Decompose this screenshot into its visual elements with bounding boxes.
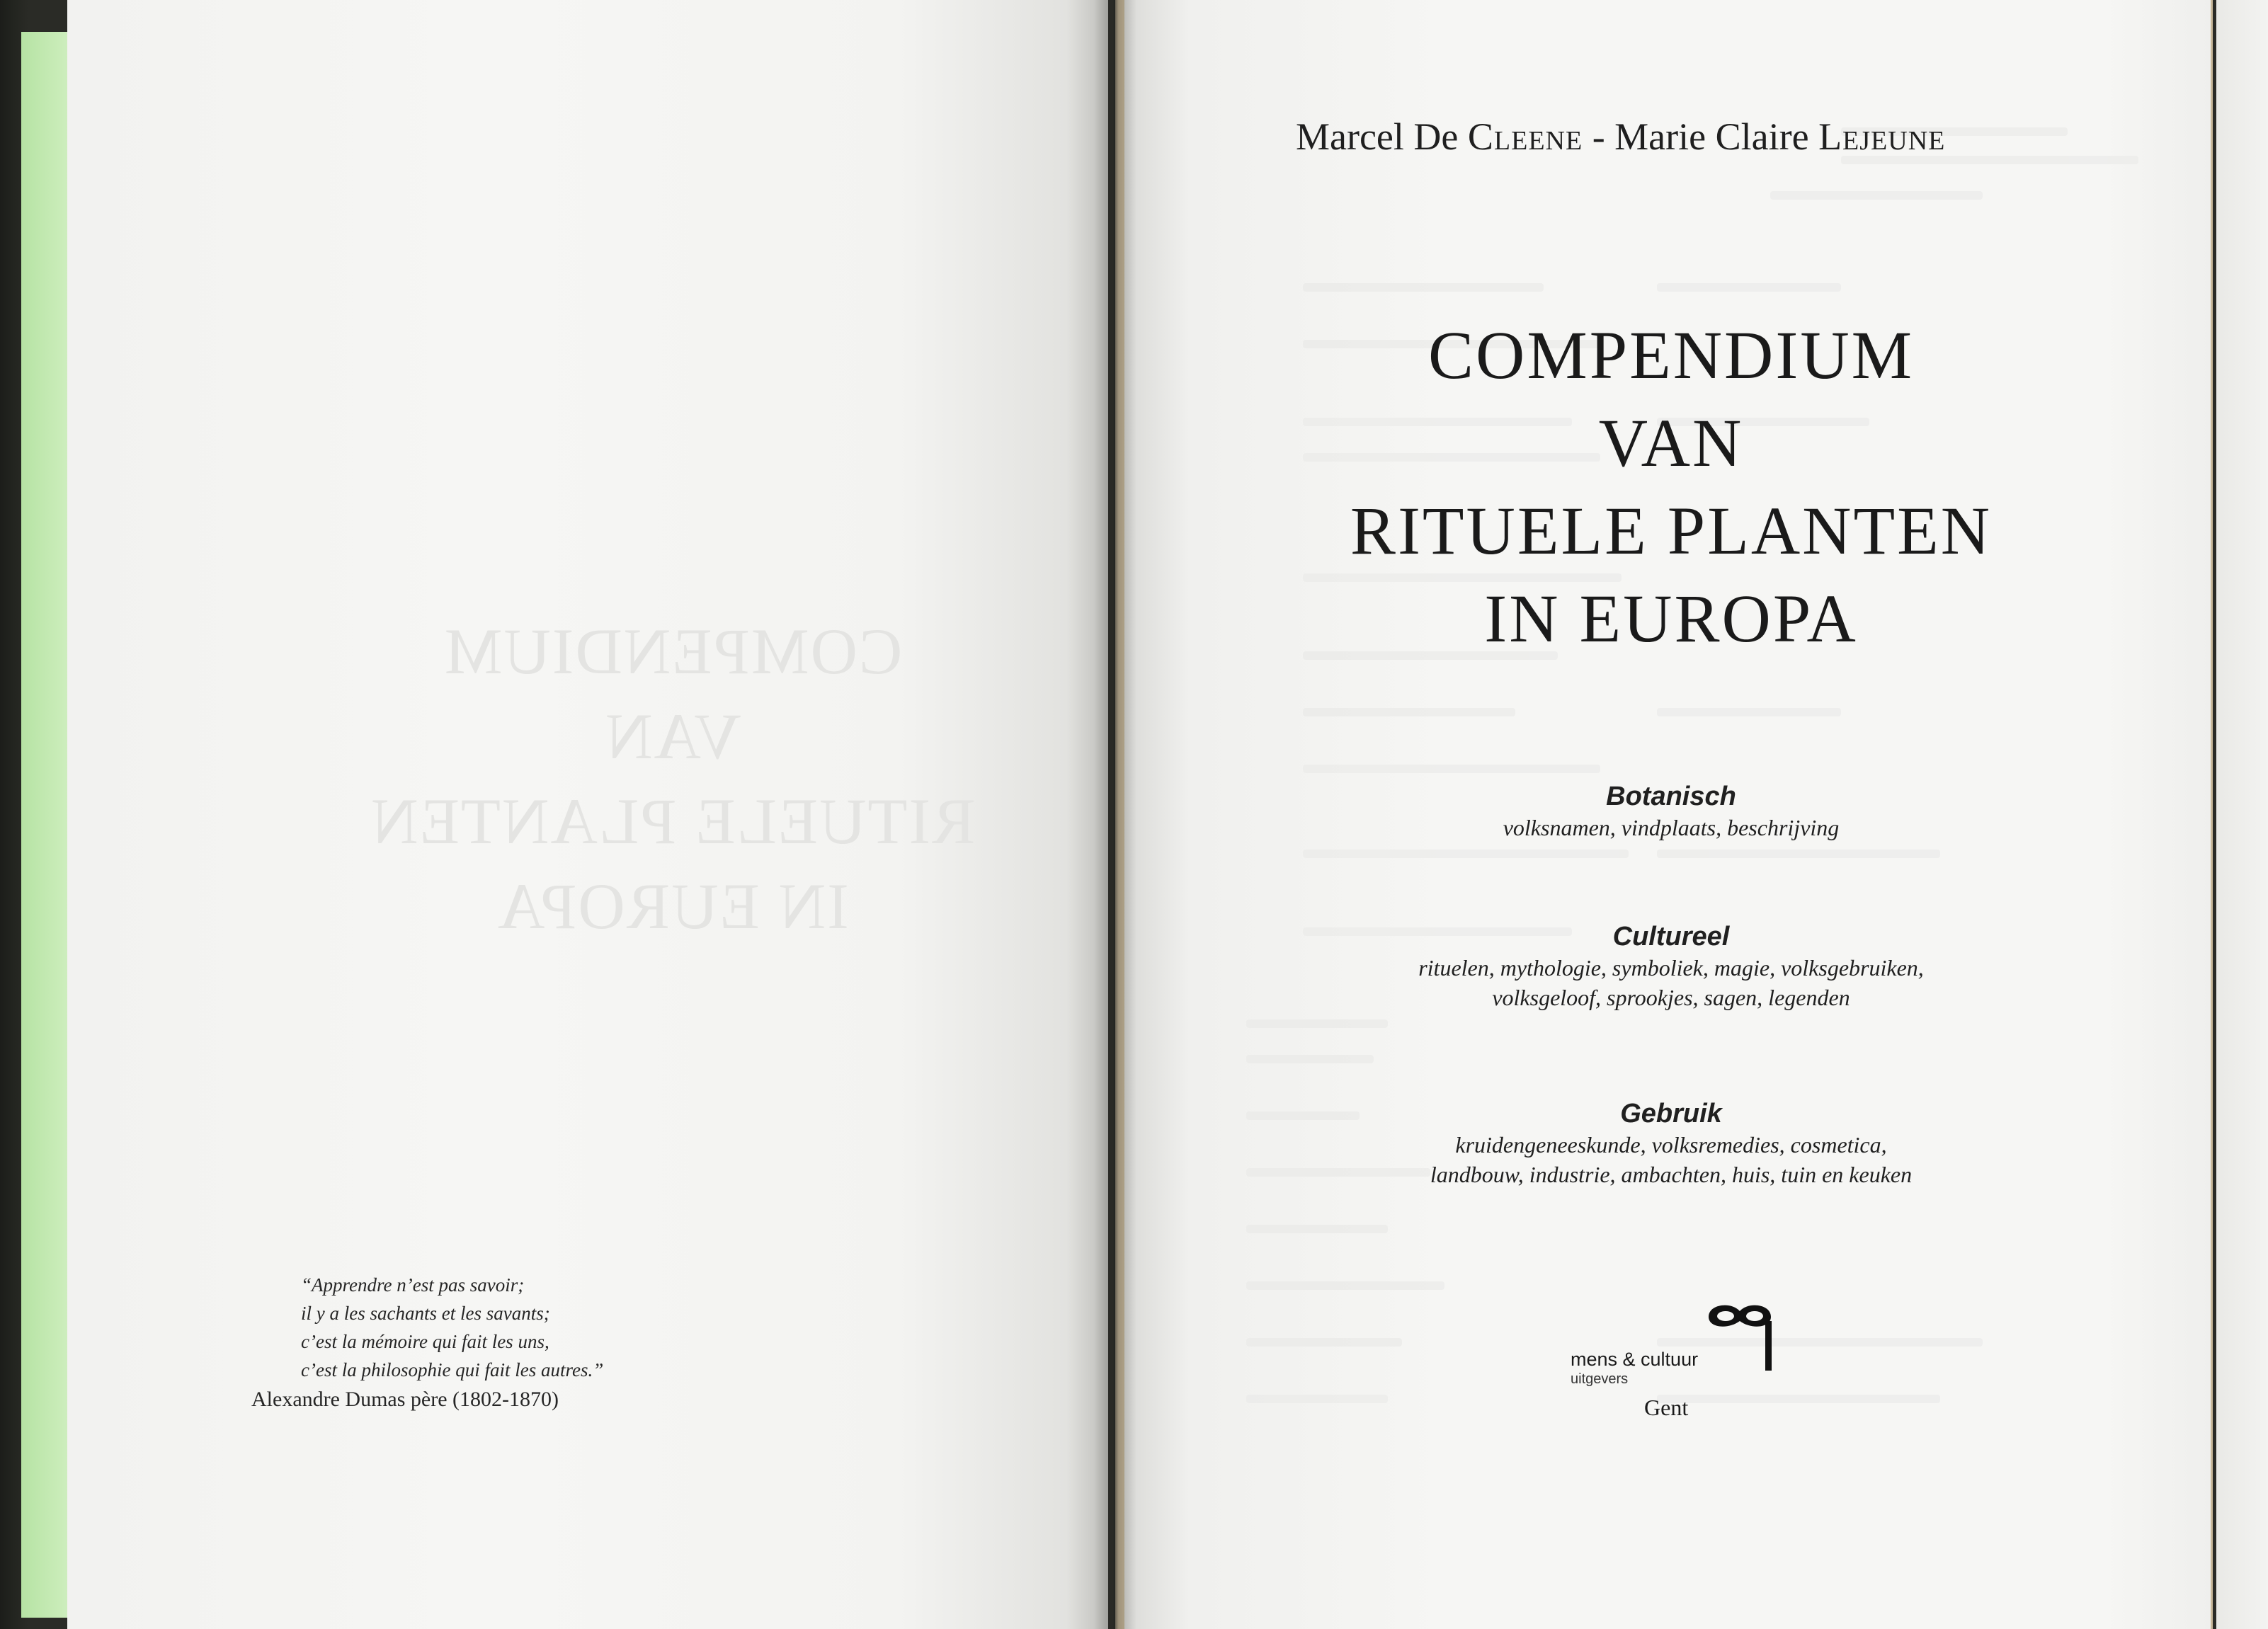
section-heading: Gebruik	[1620, 1099, 1722, 1128]
publisher-name: mens & cultuur	[1571, 1349, 1699, 1370]
publisher-city: Gent	[1644, 1395, 1689, 1420]
title-line: COMPENDIUM	[1428, 317, 1915, 393]
quote-line: “Apprendre n’est pas savoir;	[301, 1274, 525, 1296]
author-2-family: Lejeune	[1818, 115, 1946, 158]
mask-icon	[1703, 1296, 1781, 1373]
section-text: landbouw, industrie, ambachten, huis, tuin en keuken	[1430, 1162, 1913, 1187]
author-separator: -	[1583, 115, 1615, 158]
book-title	[1289, 311, 2053, 663]
ghost-title-line: RITUELE PLANTEN	[370, 785, 976, 857]
publisher-subtitle: uitgevers	[1571, 1371, 1629, 1387]
section-text: kruidengeneeskunde, volksremedies, cosmetica,	[1455, 1132, 1887, 1158]
section-gebruik	[1303, 1097, 2039, 1189]
quote-line: c’est la mémoire qui fait les uns,	[301, 1331, 549, 1352]
quote-line: il y a les sachants et les savants;	[301, 1303, 550, 1324]
section-heading: Botanisch	[1606, 782, 1736, 811]
ghost-title-line: COMPENDIUM	[443, 615, 903, 687]
title-line: RITUELE PLANTEN	[1350, 493, 1993, 568]
ghost-title-line: IN EUROPA	[496, 870, 849, 942]
section-heading: Cultureel	[1612, 922, 1730, 951]
section-text: rituelen, mythologie, symboliek, magie, volksgebruiken,	[1418, 955, 1924, 981]
title-line: VAN	[1598, 405, 1744, 481]
section-botanisch	[1303, 780, 2039, 842]
section-cultureel	[1303, 920, 2039, 1012]
author-1-given: Marcel De	[1296, 115, 1468, 158]
author-1-family: Cleene	[1467, 115, 1583, 158]
table-surface	[2216, 0, 2268, 1629]
title-line: IN EUROPA	[1484, 581, 1858, 656]
epigraph	[237, 1271, 634, 1415]
quote-line: c’est la philosophie qui fait les autres.”	[301, 1359, 604, 1381]
section-text: volksgeloof, sprookjes, sagen, legenden	[1492, 985, 1850, 1010]
section-text: volksnamen, vindplaats, beschrijving	[1503, 815, 1840, 840]
show-through-title	[301, 609, 1044, 949]
quote-attribution: Alexandre Dumas père (1802-1870)	[251, 1388, 559, 1411]
left-page	[67, 0, 1108, 1629]
book-gutter	[1094, 0, 1136, 1629]
ghost-title-line: VAN	[604, 700, 741, 772]
authors-line	[1296, 115, 1945, 159]
author-2-given: Marie Claire	[1614, 115, 1819, 158]
